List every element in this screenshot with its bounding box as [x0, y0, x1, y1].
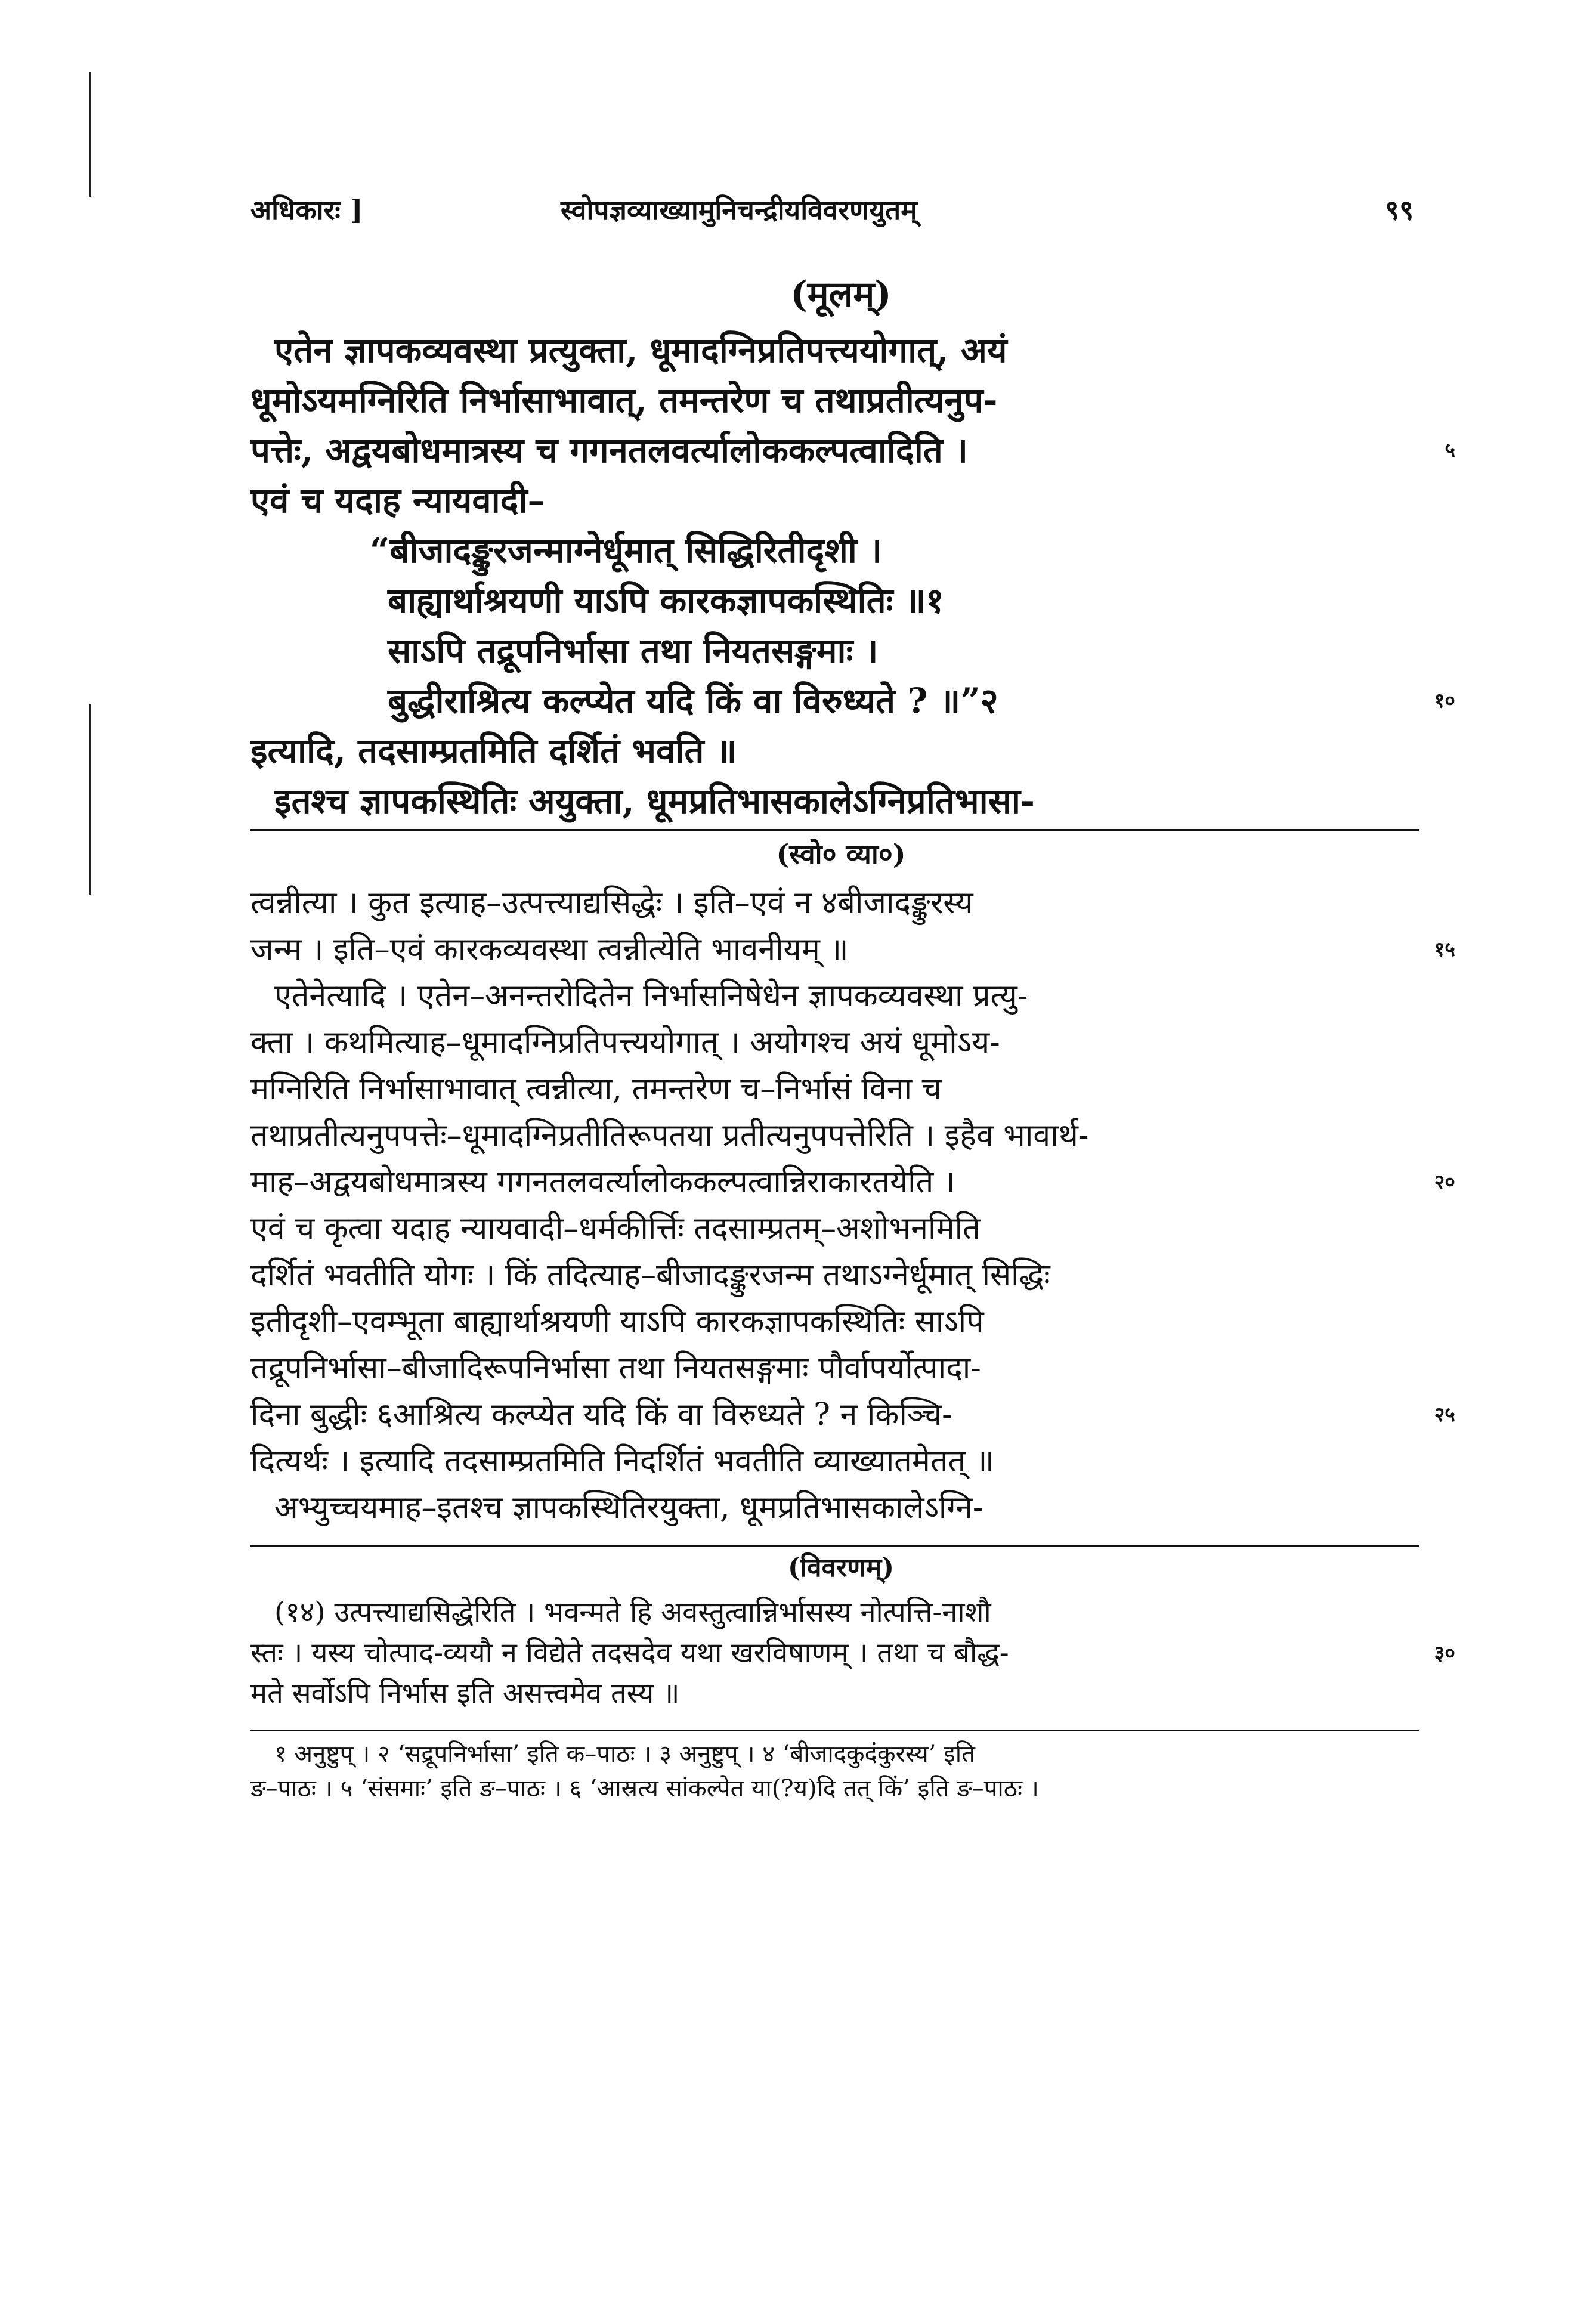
vyakhya-heading: (स्वो० व्या०) — [776, 838, 906, 870]
text-line: दिना बुद्धीः ६आश्रित्य कल्प्येत यदि किं वा विरुध्यते ? न किञ्चि- २५ — [250, 1391, 1408, 1438]
chapter-marker: अधिकारः ] — [250, 194, 363, 226]
running-title: स्वोपज्ञव्याख्यामुनिचन्द्रीयविवरणयुतम् — [561, 194, 917, 226]
line-number: २५ — [1434, 1403, 1455, 1427]
text-line: क्ता । कथमित्याह–धूमादग्निप्रतिपत्त्ययोगात् । अयोगश्च अयं धूमोऽय- — [250, 1025, 1000, 1060]
line-number: २० — [1434, 1170, 1455, 1194]
line-number: ५ — [1445, 438, 1455, 462]
section-divider — [250, 829, 1419, 831]
line-number: ३० — [1434, 1641, 1455, 1665]
verse-line: बाह्यार्थाश्रयणी याऽपि कारकज्ञापकस्थितिः ॥१ — [388, 580, 944, 621]
footnote-line: १ अनुष्टुप् । २ ‘सद्रूपनिर्भासा’ इति क–पाठः । ३ अनुष्टुप् । ४ ‘बीजादकुदंकुरस्य’ इति — [274, 1740, 975, 1768]
vivaranam-text — [250, 1592, 1455, 1714]
mulam-heading: (मूलम्) — [790, 274, 892, 316]
line-number: १० — [1434, 689, 1455, 713]
document-page — [250, 179, 1455, 2207]
page-number: ९९ — [1385, 194, 1413, 226]
text-line: धूमोऽयमग्निरिति निर्भासाभावात्, तमन्तरेण च तथाप्रतीत्यनुप- — [250, 380, 998, 420]
text-line: एतेन ज्ञापकव्यवस्था प्रत्युक्ता, धूमादग्निप्रतिपत्त्ययोगात्, अयं — [274, 330, 1007, 370]
running-header — [250, 191, 1431, 239]
section-divider — [250, 1545, 1419, 1547]
text-line: इतीदृशी–एवम्भूता बाह्यार्थाश्रयणी याऽपि कारकज्ञापकस्थितिः साऽपि — [250, 1304, 984, 1340]
text-line: मते सर्वोऽपि निर्भास इति असत्त्वमेव तस्य ॥ — [250, 1677, 680, 1710]
text-line: इत्यादि, तदसाम्प्रतमिति दर्शितं भवति ॥ — [250, 731, 737, 771]
scan-edge-line — [89, 704, 91, 895]
text-line: माह–अद्वयबोधमात्रस्य गगनतलवर्त्यालोककल्पत्वान्निराकारतयेति । २० — [250, 1159, 1408, 1205]
footnotes — [250, 1737, 1408, 1806]
vyakhya-text — [250, 880, 1455, 1531]
text-line: दर्शितं भवतीति योगः । किं तदित्याह–बीजादङ्कुरजन्म तथाऽग्नेर्धूमात् सिद्धिः — [250, 1257, 1050, 1293]
text-line: स्तः । यस्य चोत्पाद-व्ययौ न विद्येते तदसदेव यथा खरविषाणम् । तथा च बौद्ध- ३० — [250, 1633, 1408, 1674]
line-number: १५ — [1434, 938, 1455, 961]
mulam-text — [250, 325, 1455, 826]
text-line: मग्निरिति निर्भासाभावात् त्वन्नीत्या, तमन्तरेण च–निर्भासं विना च — [250, 1071, 942, 1107]
footnote-divider — [250, 1730, 1419, 1731]
footnote-line: ङ–पाठः । ५ ‘संसमाः’ इति ङ–पाठः । ६ ‘आस्रत्य सांकल्पेत या(?य)दि तत् किं’ इति ङ–पाठः । — [250, 1775, 1039, 1802]
text-line: जन्म । इति–एवं कारकव्यवस्था त्वन्नीत्येति भावनीयम् ॥ १५ — [250, 926, 1408, 973]
text-line: पत्तेः, अद्वयबोधमात्रस्य च गगनतलवर्त्यालोककल्पत्वादिति । ५ — [250, 425, 1408, 475]
text-line: एतेनेत्यादि । एतेन–अनन्तरोदितेन निर्भासनिषेधेन ज्ञापकव्यवस्था प्रत्यु- — [274, 978, 1028, 1014]
verse-line: “बीजादङ्कुरजन्माग्नेर्धूमात् सिद्धिरितीदृशी । — [370, 530, 882, 571]
verse-line: साऽपि तद्रूपनिर्भासा तथा नियतसङ्गमाः । — [388, 630, 879, 671]
text-line: दित्यर्थः । इत्यादि तदसाम्प्रतमिति निदर्शितं भवतीति व्याख्यातमेतत् ॥ — [250, 1443, 994, 1479]
verse-line: बुद्धीराश्रित्य कल्प्येत यदि किं वा विरुध्यते ? ॥”२ १० — [250, 676, 1408, 726]
text-line: तथाप्रतीत्यनुपपत्तेः–धूमादग्निप्रतीतिरूपतया प्रतीत्यनुपपत्तेरिति । इहैव भावार्थ- — [250, 1118, 1089, 1153]
scan-edge-line — [89, 72, 91, 197]
text-line: अभ्युच्चयमाह–इतश्च ज्ञापकस्थितिरयुक्ता, धूमप्रतिभासकालेऽग्नि- — [274, 1490, 983, 1526]
text-line: (१४) उत्पत्त्याद्यसिद्धेरिति । भवन्मते हि अवस्तुत्वान्निर्भासस्य नोत्पत्ति-नाशौ — [274, 1596, 991, 1629]
text-line: एवं च कृत्वा यदाह न्यायवादी–धर्मकीर्त्तिः तदसाम्प्रतम्–अशोभनमिति — [250, 1211, 981, 1247]
vivaranam-heading: (विवरणम्) — [787, 1552, 895, 1583]
text-line: एवं च यदाह न्यायवादी– — [250, 480, 545, 521]
text-line: तद्रूपनिर्भासा–बीजादिरूपनिर्भासा तथा नियतसङ्गमाः पौर्वापर्योत्पादा- — [250, 1350, 981, 1386]
text-line: इतश्च ज्ञापकस्थितिः अयुक्ता, धूमप्रतिभासकालेऽग्निप्रतिभासा- — [274, 781, 1035, 821]
text-line: त्वन्नीत्या । कुत इत्याह–उत्पत्त्याद्यसिद्धेः । इति–एवं न ४बीजादङ्कुरस्य — [250, 885, 973, 921]
